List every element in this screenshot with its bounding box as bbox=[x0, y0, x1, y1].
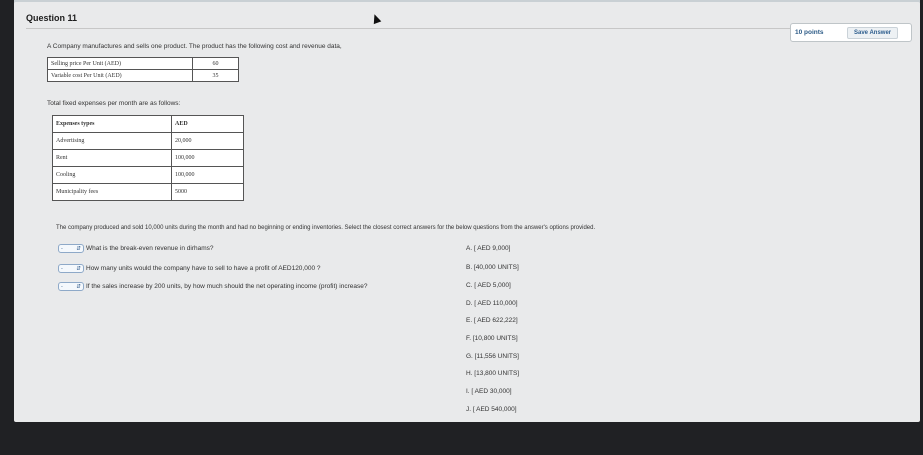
select-arrows-icon: ⇵ bbox=[76, 283, 81, 290]
table-row bbox=[53, 167, 244, 184]
table-cell: 5000 bbox=[172, 184, 244, 201]
answer-option: E. [ AED 622,222] bbox=[466, 317, 518, 324]
question-title: Question 11 bbox=[26, 13, 78, 23]
table-header: Expenses types bbox=[53, 116, 172, 133]
table-row bbox=[53, 116, 244, 133]
fixed-expenses-intro: Total fixed expenses per month are as follows: bbox=[47, 100, 181, 107]
answer-option: C. [ AED 5,000] bbox=[466, 282, 511, 289]
question-text: If the sales increase by 200 units, by how much should the net operating income (profit) increase? bbox=[86, 283, 368, 290]
select-value: - bbox=[61, 265, 63, 272]
table-header: AED bbox=[172, 116, 244, 133]
question-text: How many units would the company have to sell to have a profit of AED120,000 ? bbox=[86, 265, 321, 272]
save-answer-button[interactable]: Save Answer bbox=[847, 27, 898, 39]
answer-option: A. [ AED 9,000] bbox=[466, 245, 511, 252]
question-text: What is the break-even revenue in dirhams? bbox=[86, 245, 214, 252]
question-row bbox=[58, 264, 321, 273]
answer-option: H. [13,800 UNITS] bbox=[466, 370, 520, 377]
title-divider bbox=[26, 28, 906, 29]
table-cell: Advertising bbox=[53, 133, 172, 150]
table-cell: 35 bbox=[193, 70, 239, 82]
expenses-table bbox=[52, 115, 244, 201]
table-cell: Selling price Per Unit (AED) bbox=[48, 58, 193, 70]
answer-select[interactable] bbox=[58, 282, 84, 291]
select-arrows-icon: ⇵ bbox=[76, 245, 81, 252]
table-row bbox=[53, 184, 244, 201]
table-row bbox=[53, 150, 244, 167]
select-value: - bbox=[61, 283, 63, 290]
answer-option: D. [ AED 110,000] bbox=[466, 300, 518, 307]
points-box bbox=[790, 23, 912, 42]
answer-option: G. [11,556 UNITS] bbox=[466, 353, 519, 360]
table-cell: Cooling bbox=[53, 167, 172, 184]
select-arrows-icon: ⇵ bbox=[76, 265, 81, 272]
answer-option: F. [10,800 UNITS] bbox=[466, 335, 518, 342]
answer-select[interactable] bbox=[58, 264, 84, 273]
table-cell: 60 bbox=[193, 58, 239, 70]
table-row bbox=[48, 70, 239, 82]
question-row bbox=[58, 282, 367, 291]
table-cell: Rent bbox=[53, 150, 172, 167]
answer-option: I. [ AED 30,000] bbox=[466, 388, 512, 395]
question-panel bbox=[14, 2, 920, 422]
answer-option: B. [40,000 UNITS] bbox=[466, 264, 519, 271]
table-row bbox=[53, 133, 244, 150]
table-cell: 100,000 bbox=[172, 167, 244, 184]
select-value: - bbox=[61, 245, 63, 252]
question-intro: A Company manufactures and sells one product. The product has the following cost and revenue data, bbox=[47, 43, 342, 50]
table-row bbox=[48, 58, 239, 70]
table-cell: 100,000 bbox=[172, 150, 244, 167]
question-row bbox=[58, 244, 214, 253]
table-cell: Variable cost Per Unit (AED) bbox=[48, 70, 193, 82]
answer-option: J. [ AED 540,000] bbox=[466, 406, 517, 413]
table-cell: Municipality fees bbox=[53, 184, 172, 201]
table-cell: 20,000 bbox=[172, 133, 244, 150]
unit-data-table bbox=[47, 57, 239, 82]
points-label: 10 points bbox=[795, 29, 824, 36]
answer-select[interactable] bbox=[58, 244, 84, 253]
instructions-text: The company produced and sold 10,000 units during the month and had no beginning or ending inventories. Select the closest correct answers for the below questions from the answer's options provided. bbox=[56, 225, 596, 231]
mouse-cursor-icon bbox=[371, 13, 382, 24]
